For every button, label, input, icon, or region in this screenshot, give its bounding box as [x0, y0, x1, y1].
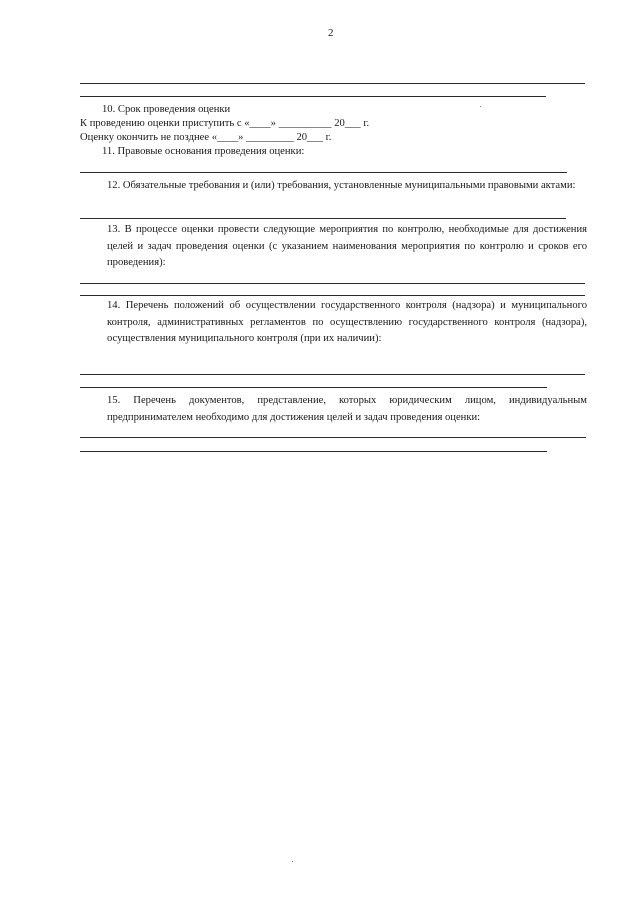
fill-line: [80, 451, 547, 452]
item-12-text: 12. Обязательные требования и (или) требования, установленные муниципальными правовыми актами:: [107, 180, 576, 191]
fill-line: [80, 437, 586, 438]
scan-speck: [480, 106, 481, 107]
fill-line: [80, 283, 585, 284]
fill-line: [80, 218, 566, 219]
item-10-end-date: Оценку окончить не позднее «____» _________ 20___ г.: [80, 132, 332, 143]
scan-speck: [292, 861, 293, 862]
item-13-text: 13. В процессе оценки провести следующие мероприятия по контролю, необходимые для достижения целей и задач проведения оценки (с указанием наименования мероприятия по контролю и сроков его проведения):: [107, 224, 587, 268]
page-number: 2: [328, 27, 334, 39]
fill-line: [80, 295, 585, 296]
fill-line: [80, 387, 547, 388]
item-10-start-date: К проведению оценки приступить с «____» __________ 20___ г.: [80, 118, 370, 129]
fill-line: [80, 172, 567, 173]
item-11-text: 11. Правовые основания проведения оценки:: [102, 146, 305, 157]
item-10-title: 10. Срок проведения оценки: [102, 104, 231, 115]
item-15-text: 15. Перечень документов, представление, которых юридическим лицом, индивидуальным предпринимателем необходимо для достижения целей и задач проведения оценки:: [107, 395, 587, 423]
fill-line: [80, 83, 585, 84]
item-14-text: 14. Перечень положений об осуществлении государственного контроля (надзора) и муниципального контроля, административных регламентов по осуществлению государственного контроля (надзора), осуществления муниципального контроля (при их наличии):: [107, 300, 587, 344]
fill-line: [80, 374, 585, 375]
fill-line: [80, 96, 546, 97]
